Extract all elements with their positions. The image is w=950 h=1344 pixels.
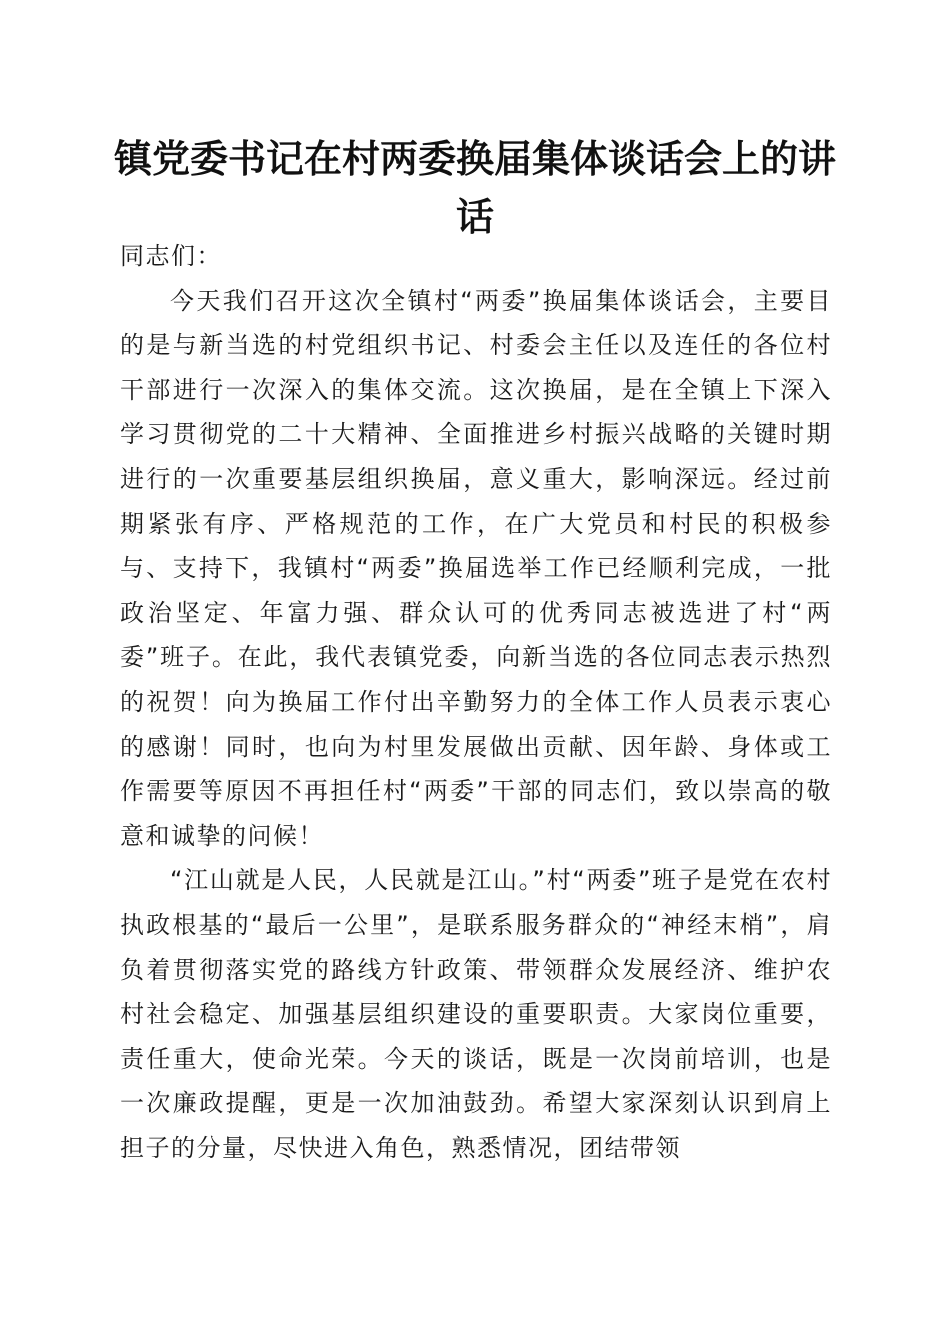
document-body — [120, 234, 832, 1170]
salutation: 同志们： — [120, 242, 222, 270]
paragraph-2: “江山就是人民，人民就是江山。”村“两委”班子是党在农村执政根基的“最后一公里”，是联系服务群众的“神经末梢”，肩负着贯彻落实党的路线方针政策、带领群众发展经济、维护农村社会稳定、加强基层组织建设的重要职责。大家岗位重要，责任重大，使命光荣。今天的谈话，既是一次岗前培训，也是一次廉政提醒，更是一次加油鼓劲。希望大家深刻认识到肩上担子的分量，尽快进入角色，熟悉情况，团结带领 — [120, 866, 832, 1162]
document-title: 镇党委书记在村两委换届集体谈话会上的讲话 — [113, 136, 836, 239]
paragraph-1: 今天我们召开这次全镇村“两委”换届集体谈话会，主要目的是与新当选的村党组织书记、村委会主任以及连任的各位村干部进行一次深入的集体交流。这次换届，是在全镇上下深入学习贯彻党的二十大精神、全面推进乡村振兴战略的关键时期进行的一次重要基层组织换届，意义重大，影响深远。经过前期紧张有序、严格规范的工作，在广大党员和村民的积极参与、支持下，我镇村“两委”换届选举工作已经顺利完成，一批政治坚定、年富力强、群众认可的优秀同志被选进了村“两委”班子。在此，我代表镇党委，向新当选的各位同志表示热烈的祝贺！向为换届工作付出辛勤努力的全体工作人员表示衷心的感谢！同时，也向为村里发展做出贡献、因年龄、身体或工作需要等原因不再担任村“两委”干部的同志们，致以崇高的敬意和诚挚的问候！ — [120, 286, 832, 850]
